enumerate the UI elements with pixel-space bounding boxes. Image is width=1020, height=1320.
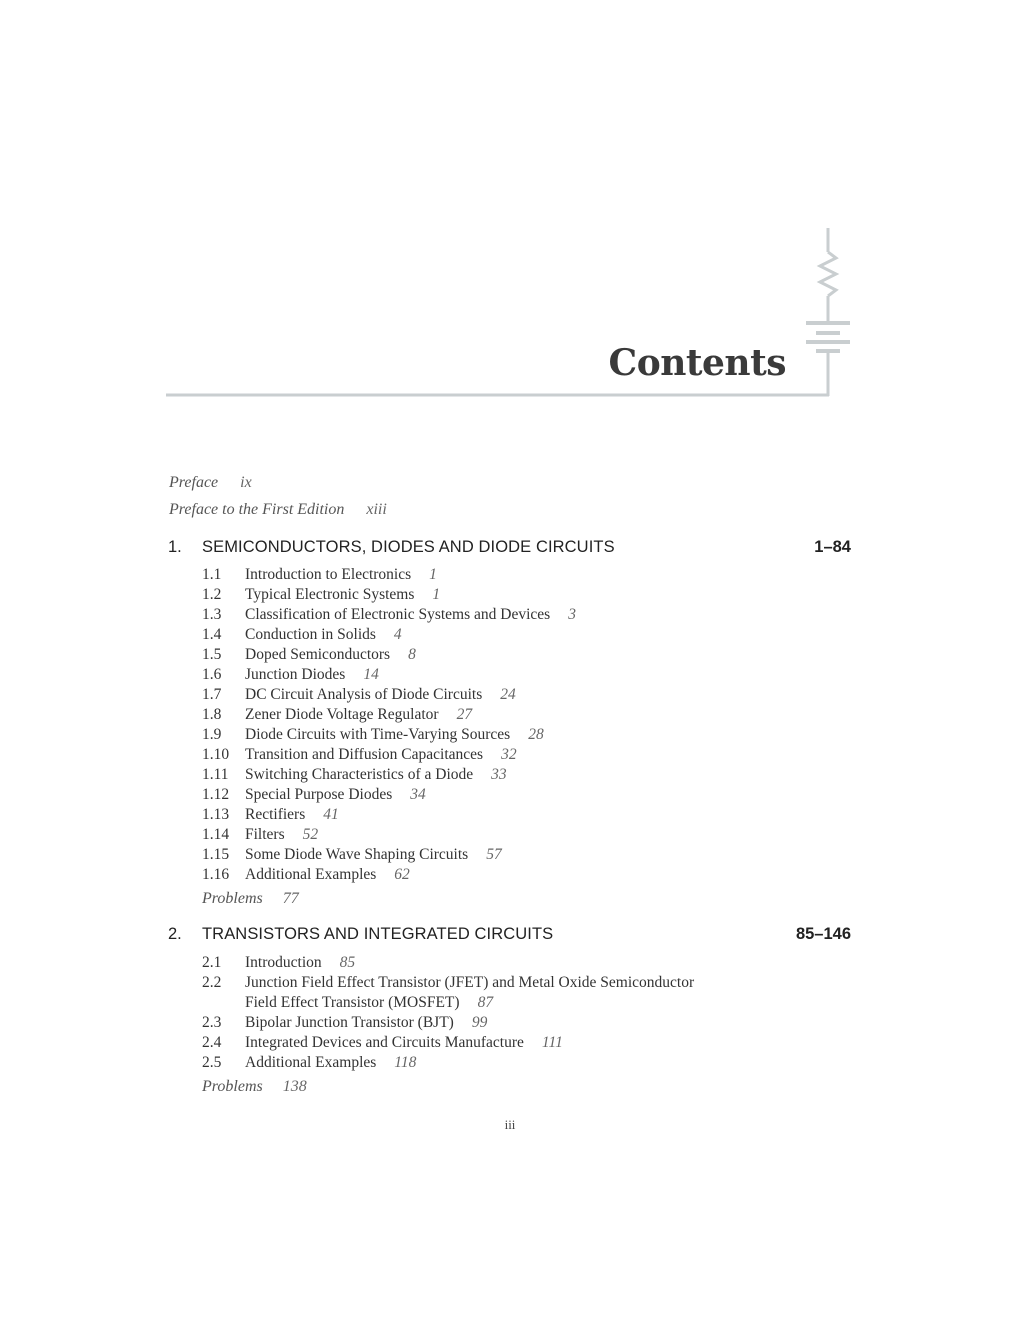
section-number: 2.1 (202, 954, 222, 971)
chapter-2-sections (202, 953, 822, 1099)
section-number: 1.15 (202, 846, 230, 863)
chapter-number: 1. (168, 538, 182, 556)
toc-section[interactable] (202, 605, 822, 625)
resistor-battery-icon (0, 0, 1020, 420)
toc-section[interactable] (202, 625, 822, 645)
toc-section[interactable] (202, 865, 822, 885)
section-title: Additional Examples (245, 1054, 377, 1071)
toc-section[interactable] (202, 645, 822, 665)
chapter-page-range: 85–146 (795, 925, 851, 943)
chapter-1-heading[interactable] (168, 538, 851, 560)
toc-section[interactable] (202, 705, 822, 725)
section-title: Diode Circuits with Time-Varying Sources (245, 726, 511, 743)
section-page: 111 (541, 1034, 563, 1051)
section-page: 41 (323, 806, 339, 823)
section-number: 1.6 (202, 666, 222, 683)
chapter-page-range: 1–84 (814, 538, 851, 556)
section-page: 57 (486, 846, 502, 863)
section-page: 24 (500, 686, 516, 703)
chapter-number: 2. (168, 925, 182, 943)
problems-page: 138 (282, 1078, 307, 1095)
front-matter-page: ix (240, 474, 252, 491)
section-number: 1.14 (202, 826, 230, 843)
toc-section[interactable] (202, 805, 822, 825)
section-title: Transition and Diffusion Capacitances (245, 746, 484, 763)
section-number: 1.12 (202, 786, 230, 803)
section-number: 1.2 (202, 586, 222, 603)
toc-section[interactable] (202, 565, 822, 585)
section-title: Introduction (245, 954, 322, 971)
front-matter-preface[interactable] (169, 474, 252, 492)
section-number: 1.11 (202, 766, 229, 783)
section-number: 1.8 (202, 706, 222, 723)
problems-page: 77 (282, 890, 299, 907)
section-title: Additional Examples (245, 866, 377, 883)
section-title: Switching Characteristics of a Diode (245, 766, 474, 783)
chapter-title: SEMICONDUCTORS, DIODES AND DIODE CIRCUITS (202, 538, 615, 556)
section-number: 2.5 (202, 1054, 222, 1071)
section-page: 32 (501, 746, 517, 763)
section-page: 14 (363, 666, 379, 683)
section-title: Filters (245, 826, 285, 843)
toc-section[interactable] (202, 765, 822, 785)
toc-section[interactable] (202, 685, 822, 705)
section-title: Junction Field Effect Transistor (JFET) and Metal Oxide Semiconductor (245, 974, 695, 991)
front-matter-page: xiii (366, 501, 387, 518)
section-page: 52 (302, 826, 319, 843)
section-number: 2.4 (202, 1034, 222, 1051)
section-title: Doped Semiconductors (245, 646, 391, 663)
problems-label: Problems (202, 890, 263, 907)
section-number: 2.2 (202, 974, 222, 991)
section-title: Rectifiers (245, 806, 306, 823)
toc-section[interactable] (202, 973, 822, 1013)
toc-problems[interactable] (202, 1075, 822, 1099)
section-number: 1.7 (202, 686, 222, 703)
front-matter-label: Preface (169, 474, 219, 491)
section-number: 1.1 (202, 566, 222, 583)
page-number: iii (504, 1117, 516, 1132)
toc-problems[interactable] (202, 887, 822, 911)
page-title: Contents (608, 342, 786, 384)
section-title: Conduction in Solids (245, 626, 376, 643)
section-page: 85 (339, 954, 356, 971)
section-page: 1 (429, 566, 437, 583)
chapter-title: TRANSISTORS AND INTEGRATED CIRCUITS (202, 925, 554, 943)
section-title: DC Circuit Analysis of Diode Circuits (245, 686, 483, 703)
front-matter-label: Preface to the First Edition (169, 501, 345, 518)
section-page: 27 (456, 706, 473, 723)
section-page: 87 (477, 994, 494, 1011)
section-number: 1.3 (202, 606, 222, 623)
section-title-continued: Field Effect Transistor (MOSFET) (245, 994, 460, 1011)
section-number: 1.13 (202, 806, 230, 823)
section-number: 1.5 (202, 646, 222, 663)
section-title: Typical Electronic Systems (245, 586, 415, 603)
section-number: 1.9 (202, 726, 222, 743)
section-page: 118 (394, 1054, 417, 1071)
section-page: 34 (410, 786, 426, 803)
section-page: 8 (408, 646, 416, 663)
section-number: 2.3 (202, 1014, 222, 1031)
chapter-1-sections (202, 565, 822, 911)
toc-section[interactable] (202, 785, 822, 805)
section-page: 99 (471, 1014, 488, 1031)
toc-section[interactable] (202, 665, 822, 685)
section-page: 62 (394, 866, 410, 883)
toc-section[interactable] (202, 1033, 822, 1053)
toc-section[interactable] (202, 585, 822, 605)
section-title: Classification of Electronic Systems and Devices (245, 606, 551, 623)
front-matter-preface-first-edition[interactable] (169, 501, 387, 519)
toc-section[interactable] (202, 745, 822, 765)
chapter-2-heading[interactable] (168, 925, 851, 947)
section-page: 3 (568, 606, 576, 623)
toc-section[interactable] (202, 953, 822, 973)
toc-section[interactable] (202, 1053, 822, 1073)
section-title: Zener Diode Voltage Regulator (245, 706, 439, 723)
problems-label: Problems (202, 1078, 263, 1095)
section-page: 4 (393, 626, 402, 643)
section-page: 33 (491, 766, 507, 783)
section-title: Junction Diodes (245, 666, 346, 683)
section-title: Bipolar Junction Transistor (BJT) (245, 1014, 454, 1031)
section-number: 1.4 (202, 626, 222, 643)
toc-section[interactable] (202, 725, 822, 745)
section-page: 28 (528, 726, 544, 743)
toc-section[interactable] (202, 845, 822, 865)
section-title: Some Diode Wave Shaping Circuits (245, 846, 469, 863)
section-number: 1.10 (202, 746, 230, 763)
section-number: 1.16 (202, 866, 230, 883)
section-title: Integrated Devices and Circuits Manufacture (245, 1034, 524, 1051)
section-page: 1 (432, 586, 441, 603)
section-title: Special Purpose Diodes (245, 786, 393, 803)
section-title: Introduction to Electronics (245, 566, 412, 583)
toc-section[interactable] (202, 1013, 822, 1033)
toc-section[interactable] (202, 825, 822, 845)
